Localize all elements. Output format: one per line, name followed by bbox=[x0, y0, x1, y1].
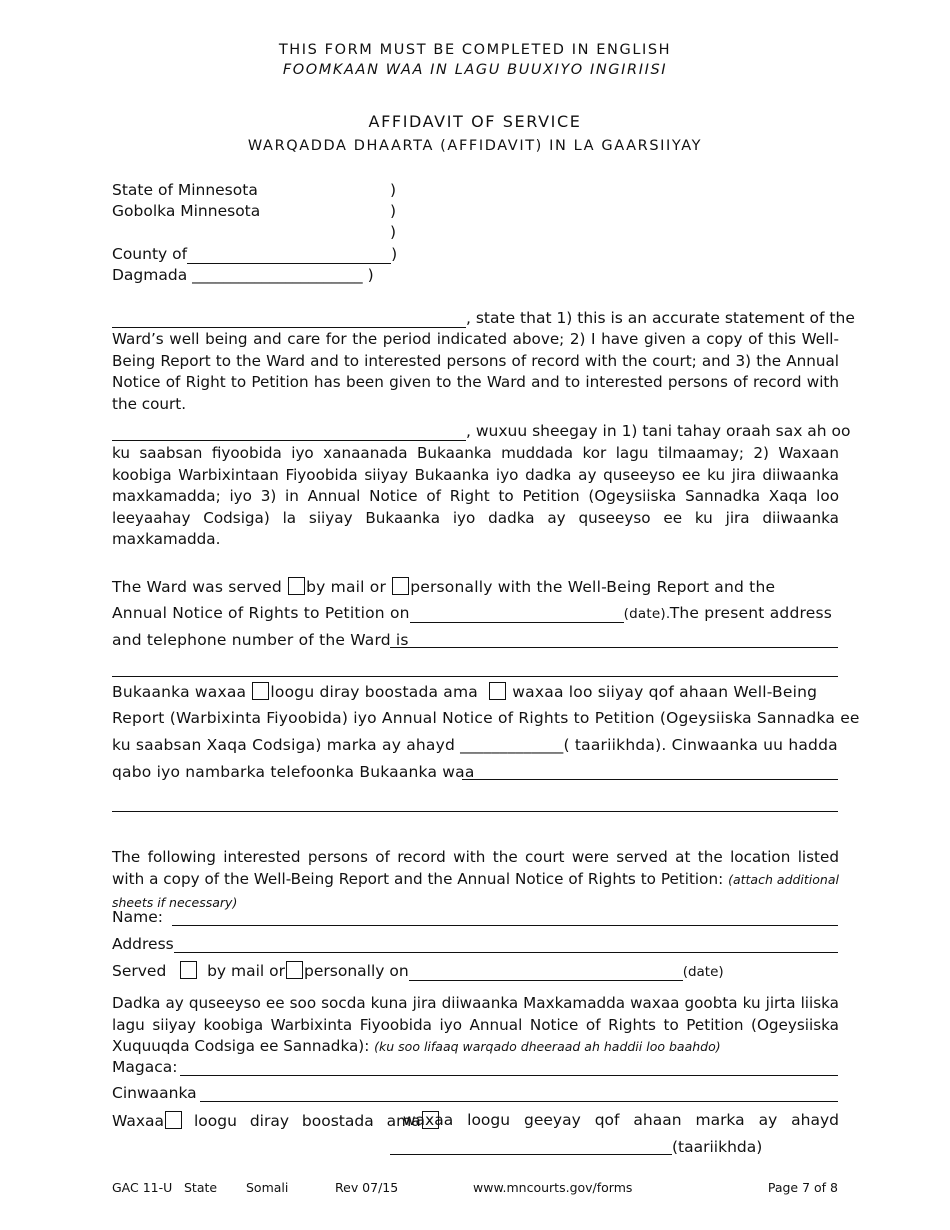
so-date-input[interactable] bbox=[390, 1154, 672, 1155]
person-mail-checkbox[interactable] bbox=[180, 961, 197, 979]
person-personal-checkbox[interactable] bbox=[286, 961, 303, 979]
persons-so-text bbox=[112, 993, 839, 1058]
address-input-so[interactable] bbox=[462, 779, 838, 780]
footer-state: State bbox=[184, 1180, 218, 1195]
county-label-so: Dagmada ______________________ bbox=[112, 266, 363, 284]
so-mail-checkbox[interactable] bbox=[165, 1111, 182, 1129]
form-subtitle: WARQADDA DHAARTA (AFFIDAVIT) IN LA GAARSIIYAY bbox=[247, 138, 703, 154]
county-label-en: County of bbox=[112, 245, 188, 263]
mail-label-so: loogu diray boostada ama bbox=[270, 683, 479, 701]
phone-row-en bbox=[112, 631, 409, 649]
person-date-label: (date) bbox=[682, 964, 724, 980]
address-input-so-line2[interactable] bbox=[112, 811, 838, 812]
statement-so-line1 bbox=[112, 422, 851, 441]
persons-en-paragraph: The following interested persons of record with the court were served at the location listed with a copy of the Well-Being Report and the Annual Notice of Rights to Petition: bbox=[112, 848, 839, 888]
person-date-input[interactable] bbox=[409, 962, 683, 981]
statement-so-first: , wuxuu sheegay in 1) tani tahay oraah sax ah oo bbox=[466, 422, 851, 440]
personal-checkbox[interactable] bbox=[392, 577, 409, 595]
magaca-label: Magaca: bbox=[112, 1058, 178, 1076]
service-so-line4: qabo iyo nambarka telefoonka Bukaanka waa bbox=[112, 763, 475, 781]
form-id: GAC 11-U bbox=[112, 1180, 173, 1195]
venue-paren: ) bbox=[391, 245, 398, 263]
annual-label: Annual Notice of Rights to Petition on bbox=[112, 604, 410, 622]
county-input[interactable] bbox=[187, 245, 391, 264]
venue-paren: ) bbox=[367, 266, 374, 284]
mail-checkbox-so[interactable] bbox=[252, 682, 269, 700]
present-address-label: The present address bbox=[669, 604, 832, 622]
county-row-so bbox=[112, 266, 374, 284]
cinwaanka-input[interactable] bbox=[200, 1101, 838, 1102]
served-row-so bbox=[112, 682, 817, 701]
annual-row-en bbox=[112, 604, 832, 623]
state-label-so: Gobolka Minnesota bbox=[112, 202, 261, 220]
address-input[interactable] bbox=[390, 647, 838, 648]
affiant-name-input[interactable] bbox=[112, 309, 466, 328]
person-address-input[interactable] bbox=[174, 952, 838, 953]
personally-on-label: personally on bbox=[304, 962, 409, 980]
venue-paren: ) bbox=[390, 223, 397, 241]
by-mail-label: by mail or bbox=[306, 578, 387, 596]
person-by-mail-label: by mail or bbox=[207, 962, 286, 980]
served-prefix-so: Bukaanka waxaa bbox=[112, 683, 247, 701]
statement-en-body: Ward’s well being and care for the period indicated above; 2) I have given a copy of this Well-Being Report to the Ward and to interested persons of record with the court; and 3) the Annual Notice of Right to Petition has been given to the Ward and to interested persons of record with the court. bbox=[112, 330, 839, 413]
so-mail-label: loogu diray boostada ama bbox=[193, 1112, 421, 1130]
statement-en-first: , state that 1) this is an accurate statement of the bbox=[466, 309, 855, 327]
somali-notice: FOOMKAAN WAA IN LAGU BUUXIYO INGIRIISI bbox=[282, 62, 668, 78]
taariikhda-label: (taariikhda) bbox=[672, 1138, 763, 1156]
mail-checkbox[interactable] bbox=[288, 577, 305, 595]
waxaa-label: Waxaa bbox=[112, 1112, 165, 1130]
date-input[interactable] bbox=[410, 604, 624, 623]
date-label: (date). bbox=[623, 606, 671, 622]
venue-paren: ) bbox=[390, 202, 397, 220]
statement-so-body: ku saabsan fiyoobida iyo xanaanada Bukaanka muddada kor lagu tilmaamay; 2) Waxaan koobiga Warbixintaan Fiyoobida siiyay Bukaanka iyo dadka ay quseeyso ee ku jira diiwaanka maxkamadda; iyo 3) in Annual Notice of Right to Petition (Ogeysiiska Sannadka Xaqa loo leeyaahay Codsiga) la siiyay Bukaanka iyo dadka ay quseeyso ee ku jira diiwaanka maxkamadda. bbox=[112, 444, 839, 549]
venue-paren: ) bbox=[390, 181, 397, 199]
so-given-label: waxaa loogu geeyay qof ahaan marka ay ahayd bbox=[402, 1111, 839, 1129]
service-so-line2: Report (Warbixinta Fiyoobida) iyo Annual Notice of Rights to Petition (Ogeysiiska Sannadka ee bbox=[112, 709, 860, 727]
page-number: Page 7 of 8 bbox=[767, 1180, 838, 1195]
footer-url[interactable]: www.mncourts.gov/forms bbox=[473, 1180, 633, 1195]
cinwaanka-label: Cinwaanka bbox=[112, 1084, 197, 1102]
affiant-name-input-so[interactable] bbox=[112, 422, 466, 441]
form-title: AFFIDAVIT OF SERVICE bbox=[368, 112, 582, 131]
english-notice: THIS FORM MUST BE COMPLETED IN ENGLISH bbox=[278, 42, 672, 58]
persons-so-paragraph: Dadka ay quseeyso ee soo socda kuna jira diiwaanka Maxkamadda waxaa goobta ku jirta liiska lagu siiyay koobiga Warbixinta Fiyoobida iyo Annual Notice of Rights to Petition (Ogeysiiska Xuquuqda Codsiga ee Sannadka): bbox=[112, 994, 839, 1056]
footer-revision: Rev 07/15 bbox=[335, 1180, 399, 1195]
served-row-en bbox=[112, 577, 775, 596]
state-label-en: State of Minnesota bbox=[112, 181, 258, 199]
address-phone-label: and telephone number of the Ward is bbox=[112, 631, 409, 649]
served-label: Served bbox=[112, 962, 167, 980]
persons-so-note: (ku soo lifaaq warqado dheeraad ah haddii loo baahdo) bbox=[374, 1039, 721, 1055]
served-row-person bbox=[112, 961, 724, 981]
address-label: Address bbox=[112, 935, 174, 953]
service-so-line3: ku saabsan Xaqa Codsiga) marka ay ahayd _____________( taariikhda). Cinwaanka uu hadda bbox=[112, 736, 838, 754]
persons-en-text bbox=[112, 846, 839, 914]
footer-language: Somali bbox=[246, 1180, 289, 1195]
served-prefix: The Ward was served bbox=[112, 578, 282, 596]
address-input-line2[interactable] bbox=[112, 676, 838, 677]
personal-label-so: waxaa loo siiyay qof ahaan Well-Being bbox=[512, 683, 818, 701]
magaca-input[interactable] bbox=[180, 1075, 838, 1076]
personally-label: personally with the Well-Being Report and the bbox=[410, 578, 776, 596]
personal-checkbox-so[interactable] bbox=[489, 682, 506, 700]
persons-en-note: (attach additional sheets if necessary) bbox=[112, 872, 839, 910]
name-input[interactable] bbox=[172, 925, 838, 926]
statement-en-line1 bbox=[112, 309, 855, 328]
county-row bbox=[112, 245, 397, 264]
waxaa-row bbox=[112, 1111, 839, 1130]
name-label: Name: bbox=[112, 908, 163, 926]
